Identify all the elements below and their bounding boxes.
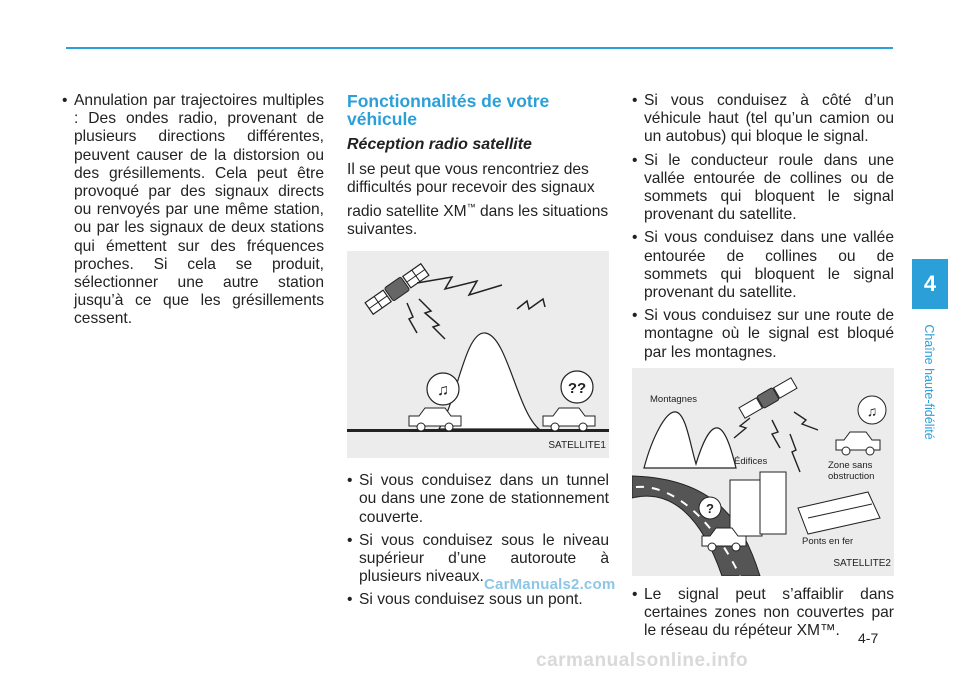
- watermark-logo[interactable]: CarManuals2.com: [484, 576, 616, 593]
- satellite1-drawing: [347, 251, 609, 458]
- intro-text: Il se peut que vous rencontriez des difficultés pour recevoir des signaux radio satellite XM: [347, 161, 595, 220]
- bullet-item: • Si vous conduisez sous un pont.: [347, 591, 609, 609]
- satellite-icon: [365, 263, 430, 315]
- figure-label: SATELLITE1: [548, 440, 606, 451]
- right-bullet-list-top: [632, 92, 894, 362]
- section-title: Fonctionnalités de votre véhicule: [347, 91, 550, 129]
- bullet-item: • Si vous conduisez dans une vallée entourée de collines ou de sommets qui bloquent le signal provenant du satellite.: [632, 229, 894, 302]
- intro-text-end: dans les situations suivantes.: [347, 202, 609, 238]
- right-column: [632, 92, 894, 645]
- music-note-icon: [858, 396, 886, 424]
- subsection-title: Réception radio satellite: [347, 136, 532, 153]
- bullet-item: • Le signal peut s’affaiblir dans certaines zones non couvertes par le réseau du répéteur XM™.: [632, 586, 894, 641]
- right-bullet-list-bottom: [632, 586, 894, 641]
- header-rule: [66, 47, 893, 49]
- left-column: [62, 92, 324, 334]
- label-ponts: Ponts en fer: [802, 535, 854, 547]
- car-icon: [543, 408, 595, 431]
- music-note-icon: [427, 373, 459, 405]
- label-zone-line2: obstruction: [828, 470, 875, 482]
- satellite2-drawing: [632, 368, 894, 576]
- svg-text:?: ?: [706, 500, 714, 516]
- svg-text:??: ??: [567, 380, 587, 398]
- label-edifices: Édifices: [734, 455, 768, 467]
- satellite1-illustration: [347, 251, 609, 458]
- bullet-item: • Si vous conduisez dans un tunnel ou dans une zone de stationnement couverte.: [347, 472, 609, 527]
- watermark-site[interactable]: carmanualsonline.info: [536, 650, 749, 671]
- satellite-icon: [739, 377, 798, 419]
- satellite2-illustration: [632, 368, 894, 576]
- svg-text:♫: ♫: [437, 382, 449, 400]
- bullet-item: • Si vous conduisez sur une route de montagne où le signal est bloqué par les montagnes.: [632, 307, 894, 362]
- intro-paragraph: [347, 161, 609, 239]
- bullet-item: • Si le conducteur roule dans une vallée entourée de collines ou de sommets qui bloquent le signal provenant du satellite.: [632, 152, 894, 225]
- bullet-item: • Si vous conduisez à côté d’un véhicule haut (tel qu’un camion ou un autobus) qui bloque le signal.: [632, 92, 894, 147]
- bullet-item: • Si vous conduisez sous le niveau supérieur d’une autoroute à plusieurs niveaux.: [347, 532, 609, 587]
- label-montagnes: Montagnes: [650, 393, 698, 405]
- car-icon: [836, 432, 880, 455]
- middle-column: [347, 92, 609, 615]
- chapter-tab: 4: [912, 259, 948, 309]
- bullet-item: • Annulation par trajectoires multiples : Des ondes radio, provenant de plusieurs directions différentes, peuvent causer de la distorsion ou des grésillements. Cela peut être provoqué par des signaux directs ou renvoyés par une même station, ou par les signaux de deux stations qui émettent sur des fréquences proches. Si cela se produit, sélectionner une autre station jusqu’à ce que les grésillements cessent.: [62, 92, 324, 329]
- page-number: 4-7: [858, 630, 879, 646]
- svg-text:♫: ♫: [866, 402, 878, 419]
- left-bullet-list: [62, 92, 324, 329]
- figure-label: SATELLITE2: [833, 557, 891, 569]
- trademark-sup: ™: [466, 201, 476, 212]
- label-zone-line1: Zone sans: [828, 459, 873, 471]
- question-bubble-icon: [699, 497, 721, 519]
- question-bubble-icon: [561, 371, 593, 403]
- chapter-title-vertical: Chaîne haute-fidélité: [922, 324, 936, 440]
